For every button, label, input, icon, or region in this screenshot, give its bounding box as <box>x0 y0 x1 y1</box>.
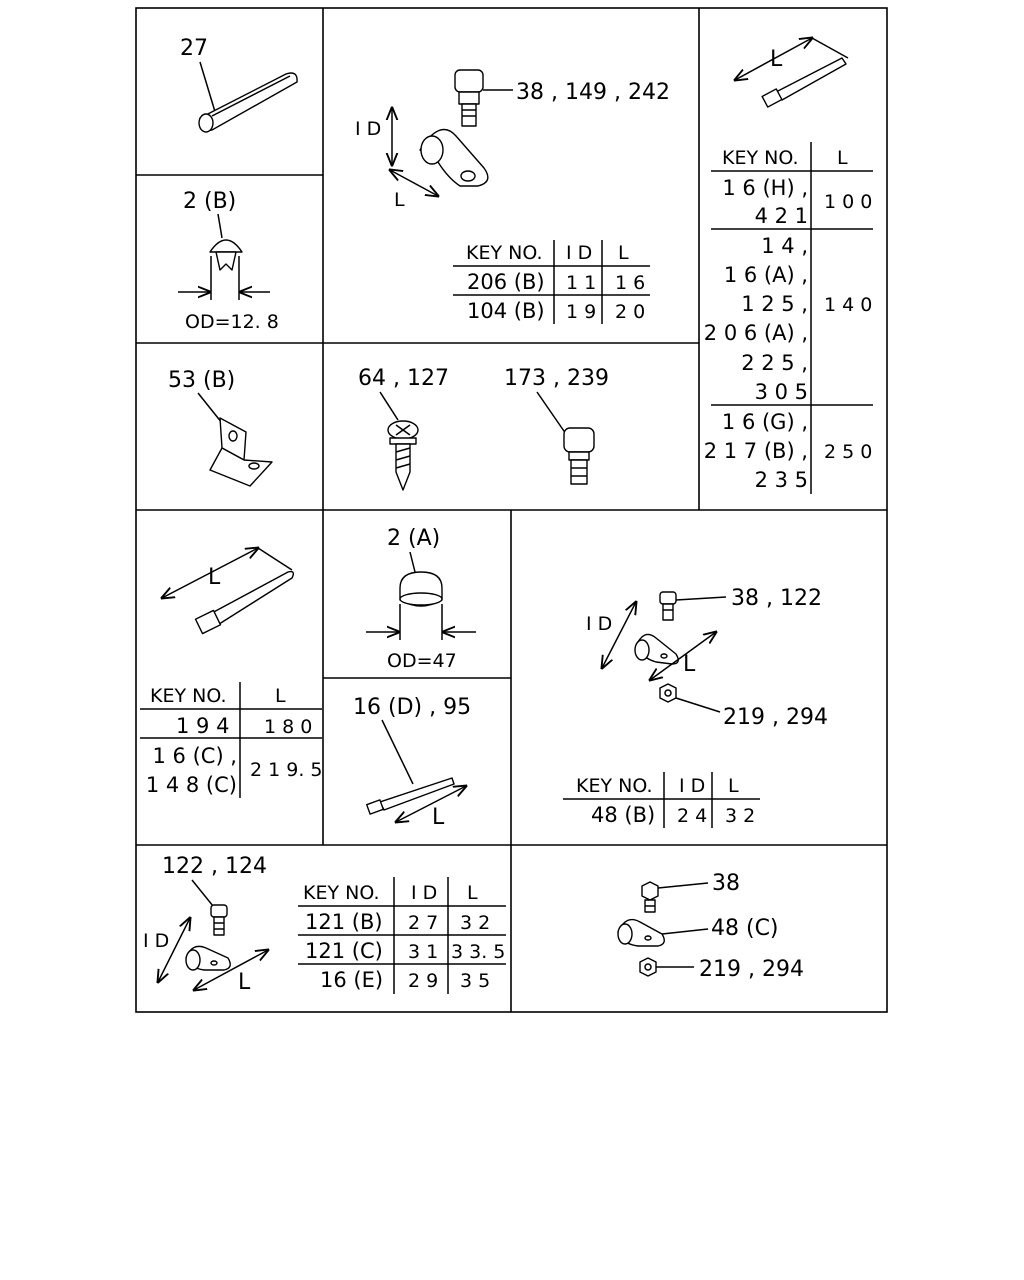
dim-l-label: L <box>683 652 696 677</box>
table-cell: 2 2 5 , <box>741 351 808 375</box>
table-header-l: L <box>467 882 478 904</box>
dim-l-label: L <box>238 970 251 995</box>
table-cell: 206 (B) <box>467 270 545 294</box>
table-cell: 1 2 5 , <box>741 292 808 316</box>
cell-bracket <box>168 368 272 486</box>
od-dimension: OD=47 <box>387 650 457 672</box>
table-cell: 121 (C) <box>305 939 383 963</box>
dim-id-label: I D <box>586 613 613 635</box>
table-cell: 2 9 <box>408 970 439 992</box>
bolt-part <box>564 428 594 484</box>
table-header-key: KEY NO. <box>722 147 799 169</box>
table-cell: 1 6 (G) , <box>721 410 808 434</box>
table-cell: 1 1 <box>566 272 597 294</box>
callout-nut: 219 , 294 <box>723 705 828 730</box>
table-cell: 2 0 <box>615 301 646 323</box>
cell-clamp-48b <box>563 586 828 828</box>
callout-16d: 16 (D) , 95 <box>353 695 472 720</box>
dim-l-label: L <box>432 805 445 830</box>
table-cell: 121 (B) <box>305 910 383 934</box>
cell-cable-tie-short <box>704 38 873 494</box>
table-cell: 1 4 8 (C) <box>145 773 237 797</box>
tapping-screw-part <box>388 421 418 490</box>
nut-part <box>660 684 676 702</box>
callout-38: 38 <box>712 871 740 896</box>
table-header-l: L <box>728 775 739 797</box>
table-cell: 1 4 , <box>761 234 808 258</box>
cell-clamp-48c <box>618 871 804 982</box>
cable-tie-table <box>704 142 873 494</box>
callout-27: 27 <box>180 36 208 61</box>
nut-part <box>640 958 656 976</box>
plug-part <box>400 572 442 606</box>
leader-line <box>662 929 708 934</box>
dim-id-label: I D <box>143 930 170 952</box>
table-cell: 1 6 (A) , <box>723 263 808 287</box>
table-cell: 2 3 5 <box>754 468 808 492</box>
table-cell: 1 0 0 <box>824 191 873 213</box>
clamp-part <box>618 920 664 946</box>
cell-cable-tie-d <box>353 695 471 830</box>
dim-id-label: I D <box>355 118 382 140</box>
table-header-id: I D <box>566 242 593 264</box>
od-dimension: OD=12. 8 <box>185 311 279 333</box>
table-cell: 1 9 <box>566 301 597 323</box>
cell-cable-tie-long <box>140 548 323 798</box>
table-cell: 2 5 0 <box>824 441 873 463</box>
push-clip-part <box>210 240 242 270</box>
table-header-id: I D <box>411 882 438 904</box>
table-cell: 48 (B) <box>591 803 656 827</box>
table-header-l: L <box>618 242 629 264</box>
callout-53b: 53 (B) <box>168 368 236 393</box>
leader-line <box>218 214 222 238</box>
callout-nut: 219 , 294 <box>699 957 804 982</box>
table-cell: 2 4 <box>677 805 708 827</box>
table-cell: 1 8 0 <box>264 716 313 738</box>
table-cell: 1 4 0 <box>824 294 873 316</box>
leader-line <box>658 883 708 888</box>
table-cell: 3 2 <box>460 912 491 934</box>
table-cell: 3 3. 5 <box>451 941 506 963</box>
table-header-id: I D <box>679 775 706 797</box>
table-cell: 3 5 <box>460 970 491 992</box>
leader-line <box>192 880 213 906</box>
dim-l-label: L <box>770 47 783 72</box>
cell-grommet-strip <box>180 36 297 132</box>
table-cell: 104 (B) <box>467 299 545 323</box>
callout-screw-b: 173 , 239 <box>504 366 609 391</box>
table-cell: 3 0 5 <box>754 380 808 404</box>
callout-bolt: 38 , 122 <box>731 586 822 611</box>
table-cell: 4 2 1 <box>754 204 808 228</box>
leader-line <box>410 552 415 572</box>
table-cell: 16 (E) <box>320 968 384 992</box>
table-cell: 2 1 9. 5 <box>250 759 323 781</box>
table-cell: 1 6 <box>615 272 646 294</box>
leader-line <box>676 698 720 712</box>
cell-plug <box>366 526 476 672</box>
table-header-key: KEY NO. <box>576 775 653 797</box>
bracket-part <box>210 418 272 486</box>
callout-2a: 2 (A) <box>387 526 441 551</box>
cell-clamp-121 <box>143 854 506 995</box>
clamp-part <box>635 634 678 664</box>
callout-bolt: 122 , 124 <box>162 854 267 879</box>
cable-tie-table <box>140 682 323 798</box>
table-header-l: L <box>837 147 848 169</box>
leader-line <box>382 720 413 784</box>
bolt-part <box>455 70 483 126</box>
callout-screw-a: 64 , 127 <box>358 366 449 391</box>
table-cell: 1 9 4 <box>176 714 230 738</box>
cell-push-clip <box>178 189 279 333</box>
table-header-key: KEY NO. <box>150 685 227 707</box>
dim-l-label: L <box>394 189 405 211</box>
clamp-spec-table <box>298 877 506 994</box>
bolt-part <box>211 905 227 935</box>
bolt-part <box>660 592 676 620</box>
leader-line <box>676 597 726 600</box>
cell-clamp-bolt <box>355 70 670 324</box>
leader-line <box>537 392 566 434</box>
table-cell: 1 6 (C) , <box>152 744 237 768</box>
grommet-strip-part <box>199 73 297 132</box>
bolt-part <box>642 882 658 912</box>
table-cell: 3 2 <box>725 805 756 827</box>
clamp-spec-table <box>453 240 650 324</box>
table-header-key: KEY NO. <box>466 242 543 264</box>
clamp-spec-table <box>563 772 760 828</box>
callout-bolt: 38 , 149 , 242 <box>516 80 670 105</box>
leader-line <box>200 62 216 115</box>
dim-l-label: L <box>208 565 221 590</box>
callout-48c: 48 (C) <box>711 916 779 941</box>
table-cell: 3 1 <box>408 941 439 963</box>
clamp-part <box>420 130 488 186</box>
table-header-key: KEY NO. <box>303 882 380 904</box>
table-cell: 2 7 <box>408 912 439 934</box>
leader-line <box>380 392 398 420</box>
callout-2b: 2 (B) <box>183 189 237 214</box>
table-cell: 2 0 6 (A) , <box>703 321 808 345</box>
cell-screws <box>358 366 609 490</box>
table-header-l: L <box>275 685 286 707</box>
table-cell: 2 1 7 (B) , <box>703 439 808 463</box>
table-cell: 1 6 (H) , <box>722 176 808 200</box>
clamp-part <box>186 946 230 970</box>
